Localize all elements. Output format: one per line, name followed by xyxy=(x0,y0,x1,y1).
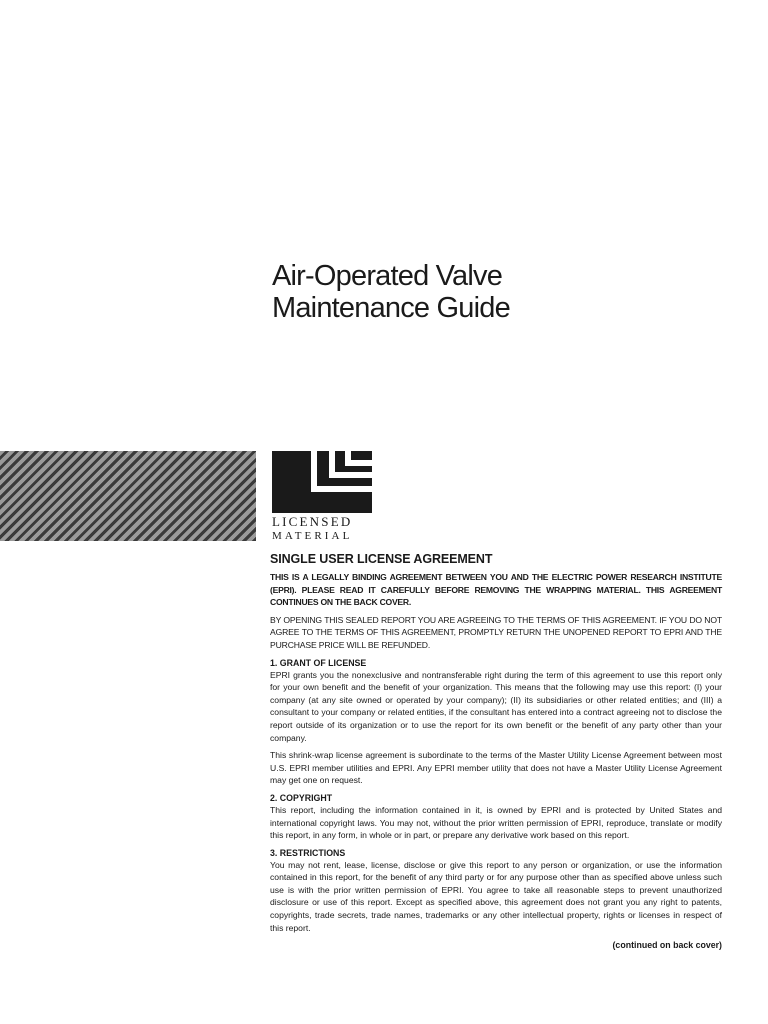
document-title xyxy=(272,260,510,324)
title-line-1: Air-Operated Valve xyxy=(272,260,503,292)
agreement-heading: SINGLE USER LICENSE AGREEMENT xyxy=(270,552,493,566)
agreement-opening: BY OPENING THIS SEALED REPORT YOU ARE AGREEING TO THE TERMS OF THIS AGREEMENT. IF YOU DO NOT AGREE TO THE TERMS OF THIS AGREEMENT, PROMPTLY RETURN THE UNOPENED REPORT TO EPRI AND THE PURCHASE PRICE WILL BE REFUNDED. xyxy=(270,614,722,650)
section-heading: 3. RESTRICTIONS xyxy=(270,847,346,858)
section-paragraph: You may not rent, lease, license, disclose or give this report to any person or organization, or use the information contained in this report, for the benefit of any third party or for any purpose other than as specified above unless such use is with the prior written permission of EPRI. You agree to take all reasonable steps to prevent unauthorized disclosure or use of this report. Except as specified above, this agreement does not grant you any right to patents, copyrights, trade secrets, trade names, trademarks or any other intellectual property, rights or licenses in respect of this report. xyxy=(270,859,722,933)
section-paragraph: This shrink-wrap license agreement is subordinate to the terms of the Master Utility License Agreement between most U.S. EPRI member utilities and EPRI. Any EPRI member utility that does not have a Master Utility License Agreement may get one on request. xyxy=(270,750,722,786)
continued-on-back-cover: (continued on back cover) xyxy=(612,940,722,950)
logo-word-material: MATERIAL xyxy=(272,530,353,542)
licensed-material-logo-mark xyxy=(272,451,372,513)
section-paragraph: EPRI grants you the nonexclusive and nontransferable right during the term of this agreement to use this report only for your own benefit and the benefit of your organization. This means that the following may use this report: (I) your company (at any site owned or operated by your company); (II) its subsidiaries or other related entities; and (III) a consultant to your company or related entities, if the consultant has entered into a contract agreeing not to disclose the report outside of its organization or to use the report for its own benefit or the benefit of any party other than your company. xyxy=(270,669,722,743)
agreement-warning: THIS IS A LEGALLY BINDING AGREEMENT BETWEEN YOU AND THE ELECTRIC POWER RESEARCH INSTITUTE (EPRI). PLEASE READ IT CAREFULLY BEFORE REMOVING THE WRAPPING MATERIAL. THIS AGREEMENT CONTINUES ON THE BACK COVER. xyxy=(270,572,722,608)
title-line-2: Maintenance Guide xyxy=(272,292,510,324)
license-agreement xyxy=(270,552,722,939)
section-copyright xyxy=(270,792,722,842)
hatched-band-decoration xyxy=(0,451,256,541)
section-heading: 1. GRANT OF LICENSE xyxy=(270,657,367,668)
section-restrictions xyxy=(270,847,722,935)
section-heading: 2. COPYRIGHT xyxy=(270,792,333,803)
logo-word-licensed: LICENSED xyxy=(272,514,353,529)
section-paragraph: This report, including the information contained in it, is owned by EPRI and is protected by United States and international copyright laws. You may not, without the prior written permission of EPRI, reproduce, translate or modify this report, in any form, in whole or in part, or prepare any derivative work based on this report. xyxy=(270,804,722,841)
section-grant-of-license xyxy=(270,657,722,787)
